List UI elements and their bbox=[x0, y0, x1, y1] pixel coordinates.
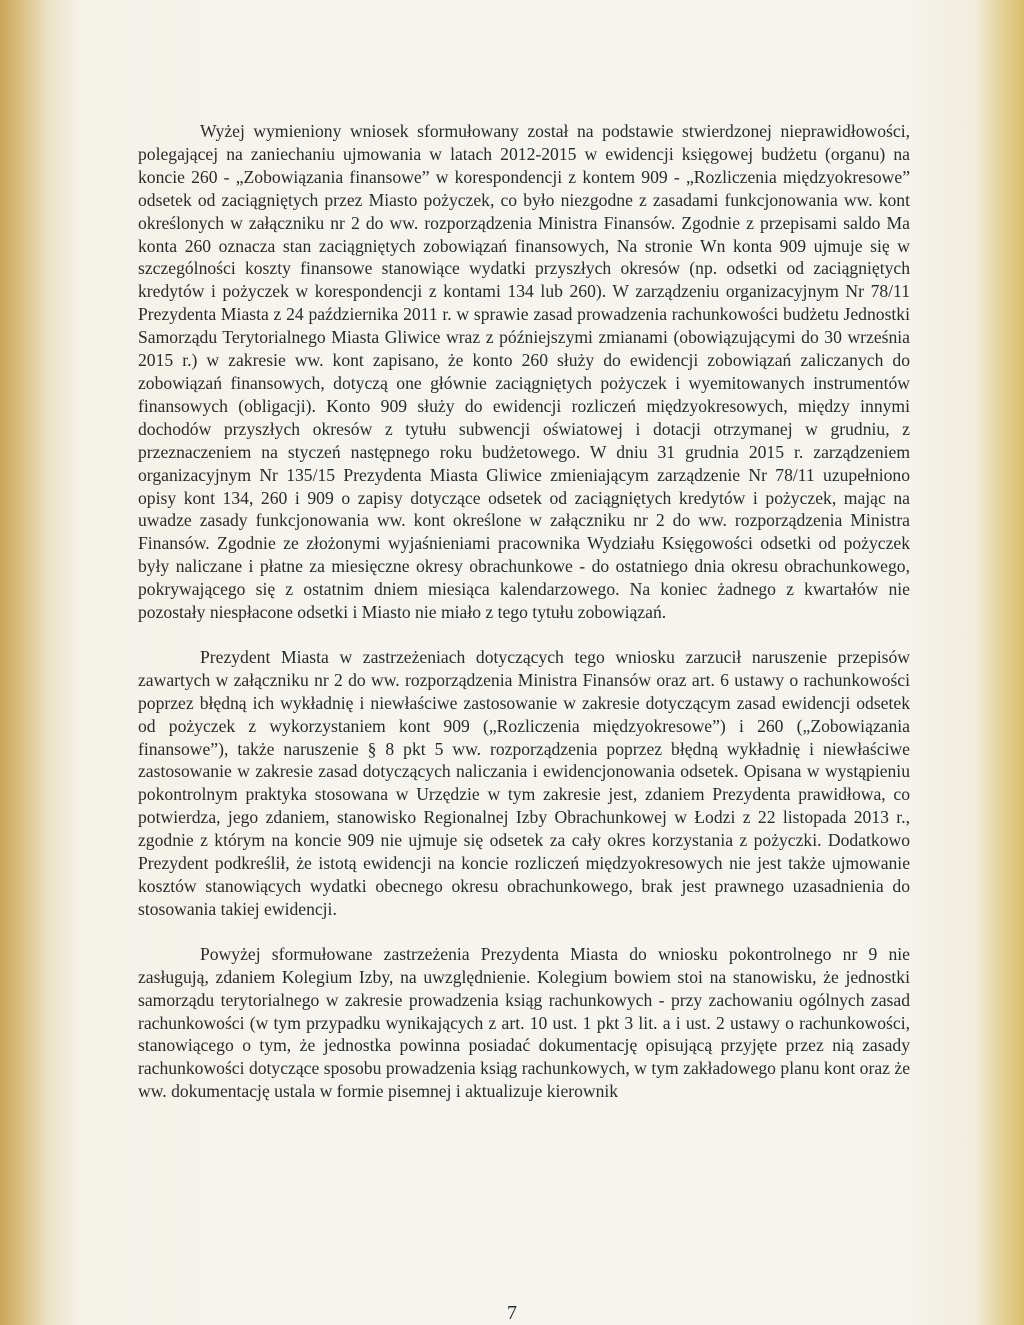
paragraph-3: Powyżej sformułowane zastrzeżenia Prezydenta Miasta do wniosku pokontrolnego nr 9 nie zasługują, zdaniem Kolegium Izby, na uwzględnienie. Kolegium bowiem stoi na stanowisku, że jednostki samorządu terytorialnego w zakresie prowadzenia ksiąg rachunkowych - przy zachowaniu ogólnych zasad rachunkowości (w tym przypadku wynikających z art. 10 ust. 1 pkt 3 lit. a i ust. 2 ustawy o rachunkowości, stanowiącego o tym, że jednostka powinna posiadać dokumentację opisującą przyjęte przez nią zasady rachunkowości dotyczące sposobu prowadzenia ksiąg rachunkowych, w tym zakładowego planu kont oraz że ww. dokumentację ustala w formie pisemnej i aktualizuje kierownik bbox=[138, 943, 910, 1102]
page-body bbox=[138, 120, 910, 1103]
page-number: 7 bbox=[507, 1302, 517, 1324]
paragraph-1: Wyżej wymieniony wniosek sformułowany został na podstawie stwierdzonej nieprawidłowości, polegającej na zaniechaniu ujmowania w latach 2012-2015 w ewidencji księgowej budżetu (organu) na koncie 260 - „Zobowiązania finansowe” w korespondencji z kontem 909 - „Rozliczenia międzyokresowe” odsetek od zaciągniętych przez Miasto pożyczek, co było niezgodne z zasadami funkcjonowania ww. kont określonych w załączniku nr 2 do ww. rozporządzenia Ministra Finansów. Zgodnie z przepisami saldo Ma konta 260 oznacza stan zaciągniętych zobowiązań finansowych, Na stronie Wn konta 909 ujmuje się w szczególności koszty finansowe stanowiące wydatki przyszłych okresów (np. odsetki od zaciągniętych kredytów i pożyczek w korespondencji z kontami 134 lub 260). W zarządzeniu organizacyjnym Nr 78/11 Prezydenta Miasta z 24 października 2011 r. w sprawie zasad prowadzenia rachunkowości budżetu Jednostki Samorządu Terytorialnego Miasta Gliwice wraz z późniejszymi zmianami (obowiązującymi do 30 września 2015 r.) w zakresie ww. kont zapisano, że konto 260 służy do ewidencji zobowiązań zaliczanych do zobowiązań finansowych, dotyczą one głównie zaciągniętych pożyczek i wyemitowanych instrumentów finansowych (obligacji). Konto 909 służy do ewidencji rozliczeń międzyokresowych, między innymi dochodów przyszłych okresów z tytułu subwencji oświatowej i dotacji otrzymanej w grudniu, z przeznaczeniem na styczeń następnego roku budżetowego. W dniu 31 grudnia 2015 r. zarządzeniem organizacyjnym Nr 135/15 Prezydenta Miasta Gliwice zmieniającym zarządzenie Nr 78/11 uzupełniono opisy kont 134, 260 i 909 o zapisy dotyczące odsetek od zaciągniętych kredytów i pożyczek, mając na uwadze zasady funkcjonowania ww. kont określone w załączniku nr 2 do ww. rozporządzenia Ministra Finansów. Zgodnie ze złożonymi wyjaśnieniami pracownika Wydziału Księgowości odsetki od pożyczek były naliczane i płatne za miesięczne okresy obrachunkowe - do ostatniego dnia okresu obrachunkowego, pokrywającego się z ostatnim dniem miesiąca kalendarzowego. Na koniec żadnego z kwartałów nie pozostały niespłacone odsetki i Miasto nie miało z tego tytułu zobowiązań. bbox=[138, 121, 910, 623]
paragraph-2: Prezydent Miasta w zastrzeżeniach dotyczących tego wniosku zarzucił naruszenie przepisów zawartych w załączniku nr 2 do ww. rozporządzenia Ministra Finansów oraz art. 6 ustawy o rachunkowości poprzez błędną ich wykładnię i niewłaściwe zastosowanie w zakresie dotyczącym zasad ewidencji odsetek od pożyczek z wykorzystaniem kont 909 („Rozliczenia międzyokresowe”) i 260 („Zobowiązania finansowe”), także naruszenie § 8 pkt 5 ww. rozporządzenia poprzez błędną wykładnię i niewłaściwe zastosowanie w zakresie zasad dotyczących naliczania i ewidencjonowania odsetek. Opisana w wystąpieniu pokontrolnym praktyka stosowana w Urzędzie w tym zakresie jest, zdaniem Prezydenta prawidłowa, co potwierdza, jego zdaniem, stanowisko Regionalnej Izby Obrachunkowej w Łodzi z 22 listopada 2013 r., zgodnie z którym na koncie 909 nie ujmuje się odsetek za cały okres korzystania z pożyczki. Dodatkowo Prezydent podkreślił, że istotą ewidencji na koncie rozliczeń międzyokresowych nie jest także ujmowanie kosztów stanowiących wydatki obecnego okresu obrachunkowego, brak jest prawnego uzasadnienia do stosowania takiej ewidencji. bbox=[138, 646, 910, 919]
